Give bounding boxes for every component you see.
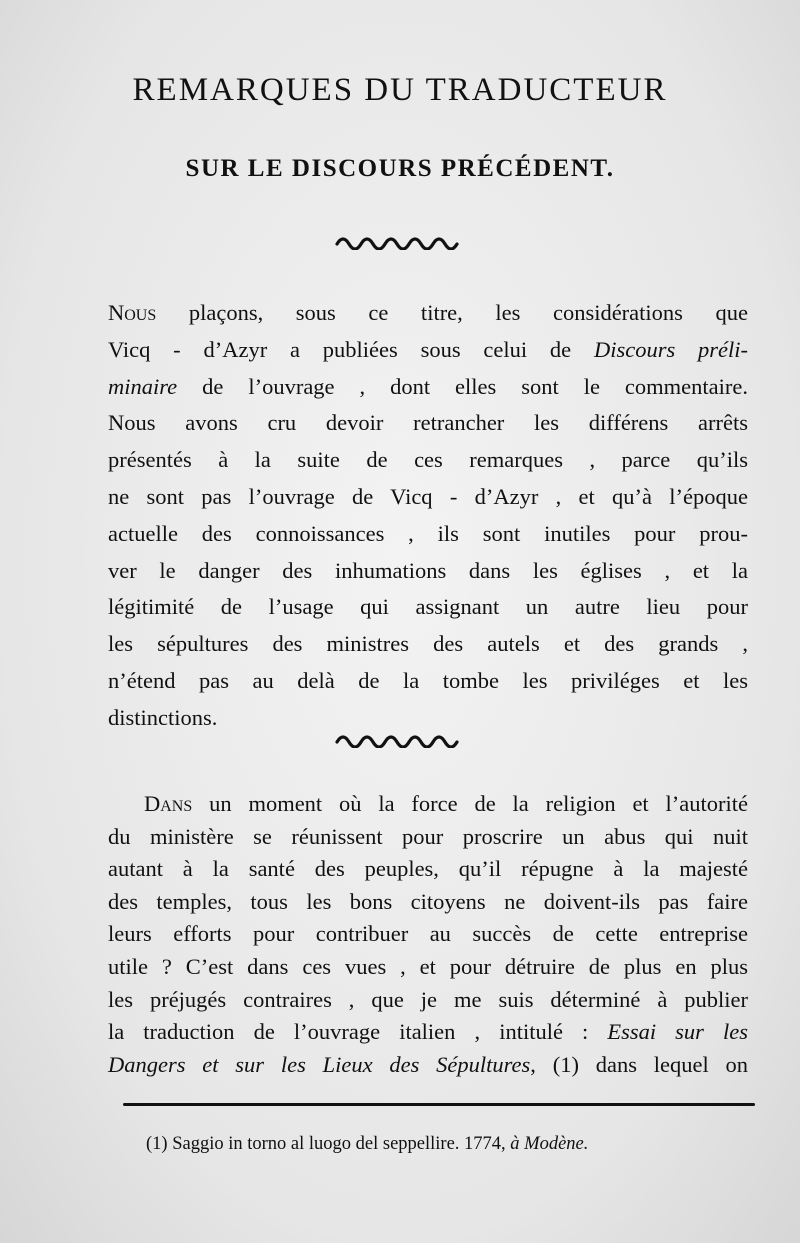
wave-ornament-icon: [335, 232, 465, 250]
ornament-divider-middle: [0, 730, 800, 753]
footnote-text: (1) Saggio in torno al luogo del seppellire. 1774,: [146, 1134, 511, 1154]
text-line: ne sont pas l’ouvrage de Vicq - d’Azyr , et qu’à l’époque: [108, 483, 748, 509]
wave-ornament-icon: [335, 730, 465, 748]
text-line: distinctions.: [108, 704, 218, 730]
text-line: des temples, tous les bons citoyens ne doivent-ils pas faire: [108, 888, 748, 914]
paragraph-intro: [108, 295, 748, 737]
italic-text: Dangers et sur les Lieux des Sépultures: [108, 1051, 531, 1077]
page-title: REMARQUES DU TRADUCTEUR: [132, 72, 668, 108]
text-line: Nous avons cru devoir retrancher les différens arrêts: [108, 410, 748, 436]
line-text: un moment où la force de la religion et l’autorité: [192, 791, 748, 816]
footnote: [146, 1134, 588, 1155]
text-line: présentés à la suite de ces remarques , parce qu’ils: [108, 447, 748, 473]
text-line: n’étend pas au delà de la tombe les priviléges et les: [108, 667, 748, 693]
text-line: les préjugés contraires , que je me suis déterminé à publier: [108, 986, 748, 1012]
text-line: autant à la santé des peuples, qu’il répugne à la majesté: [108, 856, 748, 882]
line-text: Vicq - d’Azyr a publiées sous celui de: [108, 336, 594, 362]
line-text: plaçons, sous ce titre, les considérations que: [156, 300, 748, 325]
line-text: de l’ouvrage , dont elles sont le commentaire.: [177, 373, 748, 399]
text-line: les sépultures des ministres des autels et des grands ,: [108, 631, 748, 657]
text-line: actuelle des connoissances , ils sont inutiles pour prou-: [108, 520, 748, 546]
line-text: , (1) dans lequel on: [530, 1051, 748, 1077]
line-text: la traduction de l’ouvrage italien , intitulé :: [108, 1019, 608, 1045]
text-line: [108, 295, 748, 332]
drop-word: Dans: [144, 791, 193, 816]
text-line: [108, 332, 748, 369]
italic-text: Discours préli-: [593, 336, 748, 362]
page-subtitle: SUR LE DISCOURS PRÉCÉDENT.: [185, 155, 615, 182]
ornament-divider-top: [0, 232, 800, 255]
text-line: utile ? C’est dans ces vues , et pour détruire de plus en plus: [108, 953, 748, 979]
footnote-rule: [123, 1103, 755, 1106]
text-line: [108, 1016, 748, 1049]
text-line: ver le danger des inhumations dans les églises , et la: [108, 557, 748, 583]
text-line: leurs efforts pour contribuer au succès de cette entreprise: [108, 921, 748, 947]
text-line: du ministère se réunissent pour proscrire un abus qui nuit: [108, 823, 748, 849]
footnote-italic: à Modène.: [510, 1134, 589, 1154]
paragraph-main: [108, 788, 748, 1081]
italic-text: Essai sur les: [607, 1019, 748, 1045]
italic-text: minaire: [108, 373, 178, 399]
drop-word: Nous: [108, 300, 157, 325]
text-line: [108, 369, 748, 406]
text-line: légitimité de l’usage qui assignant un autre lieu pour: [108, 594, 748, 620]
text-line: [108, 788, 748, 821]
text-line: [108, 1049, 748, 1082]
